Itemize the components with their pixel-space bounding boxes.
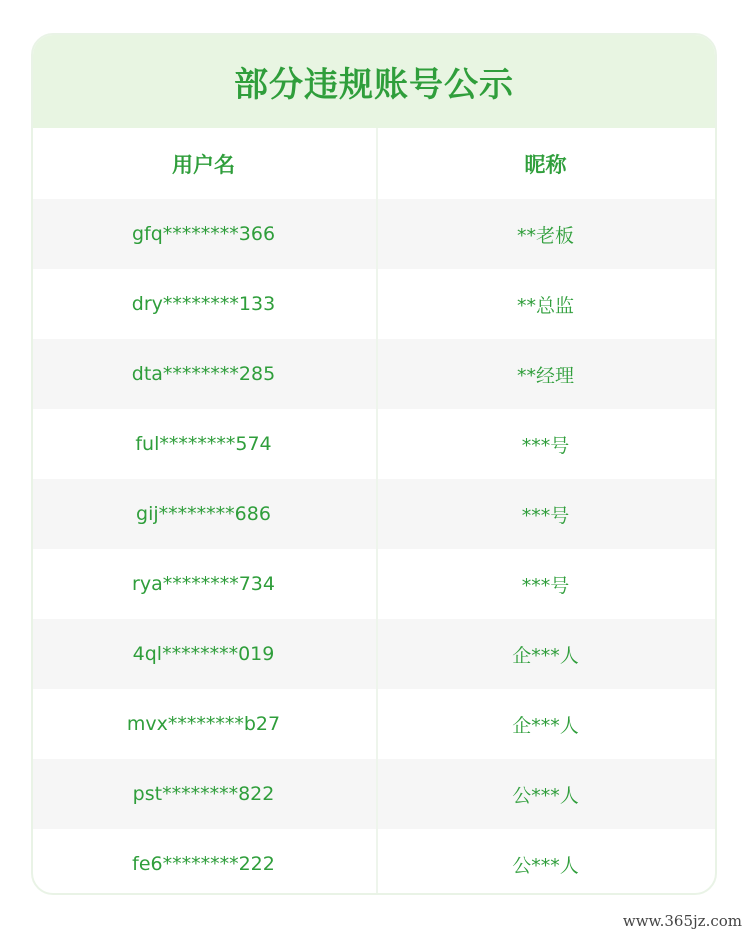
table-row	[33, 269, 715, 339]
table-row	[33, 199, 715, 269]
username-cell: pst********822	[132, 783, 275, 805]
username-cell: gij********686	[136, 503, 271, 525]
table-row	[33, 689, 715, 759]
nickname-cell: 公***人	[512, 854, 579, 877]
nickname-cell: 企***人	[512, 644, 579, 667]
nickname-cell: ***号	[521, 434, 570, 457]
column-header-username: 用户名	[172, 152, 235, 177]
table-row	[33, 759, 715, 829]
table-row	[33, 409, 715, 479]
username-cell: mvx********b27	[126, 713, 281, 735]
table-row	[33, 479, 715, 549]
table-row	[33, 619, 715, 689]
column-divider	[376, 128, 378, 895]
username-cell: 4ql********019	[132, 643, 275, 665]
table-row	[33, 549, 715, 619]
nickname-cell: **老板	[516, 224, 574, 247]
table-header-row	[33, 128, 715, 199]
nickname-cell: 企***人	[512, 714, 579, 737]
page-title: 部分违规账号公示	[234, 65, 514, 105]
nickname-cell: ***号	[521, 504, 570, 527]
accounts-table	[33, 128, 715, 895]
username-cell: gfq********366	[131, 223, 276, 245]
site-watermark: www.365jz.com	[622, 912, 742, 930]
column-header-nickname: 昵称	[524, 152, 567, 177]
nickname-cell: **总监	[516, 294, 574, 317]
username-cell: fe6********222	[132, 853, 275, 875]
table-row	[33, 339, 715, 409]
title-bar	[33, 35, 715, 128]
table-row	[33, 829, 715, 895]
username-cell: dta********285	[131, 363, 276, 385]
username-cell: ful********574	[135, 433, 272, 455]
violation-card	[31, 33, 717, 895]
nickname-cell: **经理	[516, 364, 574, 387]
nickname-cell: ***号	[521, 574, 570, 597]
nickname-cell: 公***人	[512, 784, 579, 807]
username-cell: rya********734	[132, 573, 275, 595]
username-cell: dry********133	[131, 293, 276, 315]
